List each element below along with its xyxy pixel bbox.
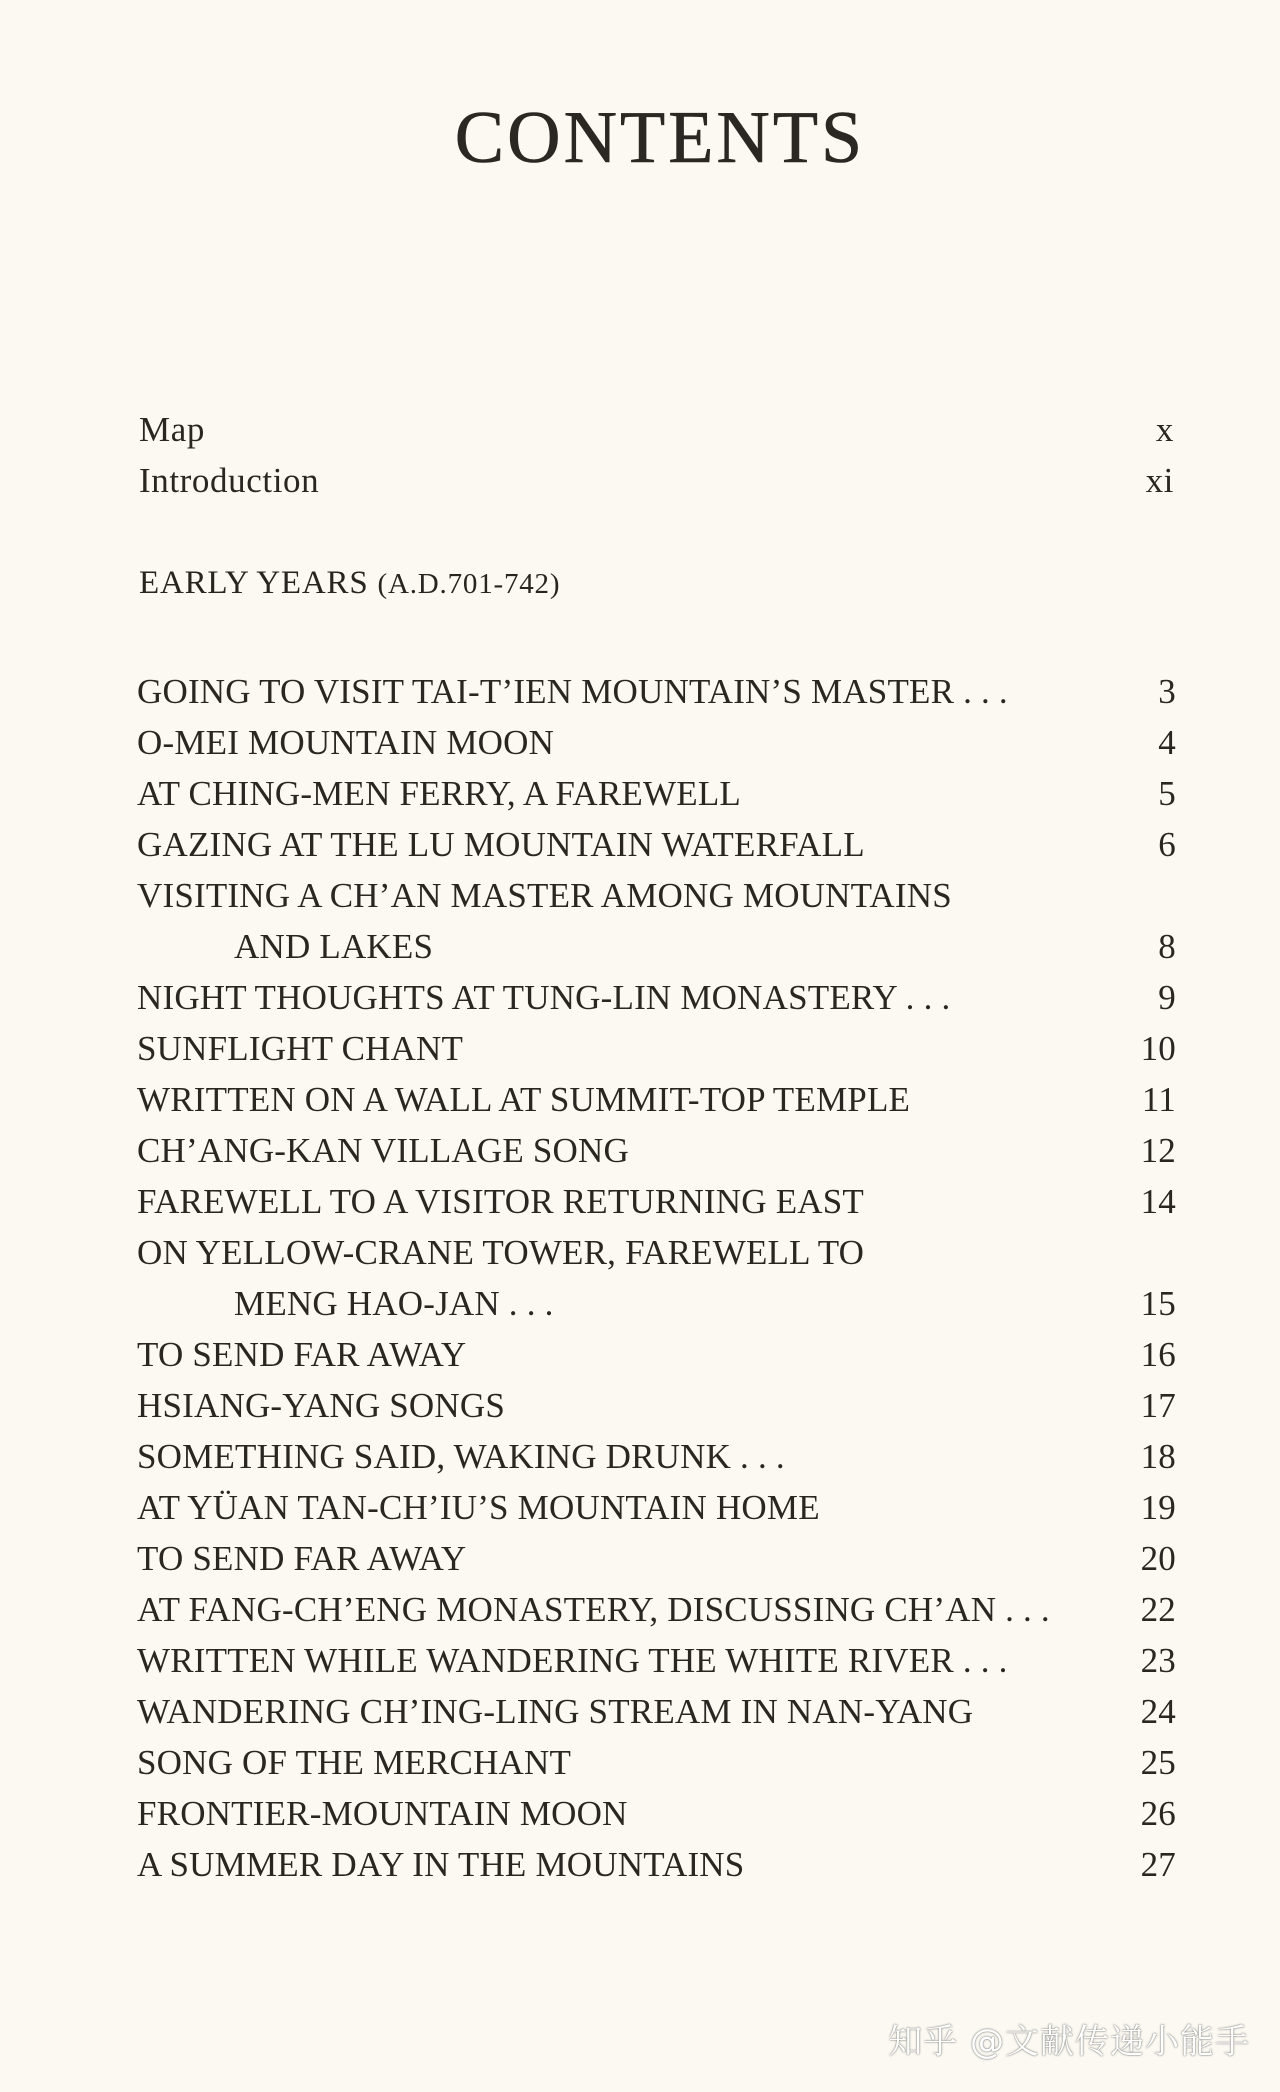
- section-heading-range: (A.D.701-742): [377, 568, 561, 600]
- toc-entry: [137, 1125, 1176, 1176]
- toc-entry-page-number: 25: [1140, 1743, 1176, 1782]
- toc-entry-title: A SUMMER DAY IN THE MOUNTAINS: [137, 1845, 745, 1884]
- toc-entry-page-number: 15: [1140, 1284, 1176, 1323]
- toc-entry-page-number: 9: [1158, 978, 1176, 1017]
- toc-entry: [137, 1329, 1176, 1380]
- toc-entry-page-number: 20: [1140, 1539, 1176, 1578]
- toc-entry-title: VISITING A CH’AN MASTER AMONG MOUNTAINS: [137, 876, 952, 915]
- toc-entry-title: O-MEI MOUNTAIN MOON: [137, 723, 555, 762]
- toc-entry-page-number: 18: [1140, 1437, 1176, 1476]
- toc-entry: [137, 870, 1176, 972]
- toc-entry: [137, 666, 1176, 717]
- toc-entry-title: WRITTEN WHILE WANDERING THE WHITE RIVER . . .: [137, 1641, 1008, 1680]
- toc-entry-title: FRONTIER-MOUNTAIN MOON: [137, 1794, 628, 1833]
- toc-entry: [137, 1176, 1176, 1227]
- front-matter-row-introduction: [139, 461, 1174, 507]
- toc-entry: [137, 819, 1176, 870]
- toc-entry: [137, 1533, 1176, 1584]
- toc-entry-page-number: 27: [1140, 1845, 1176, 1884]
- toc-entry: [137, 768, 1176, 819]
- toc-entry: [137, 1380, 1176, 1431]
- toc-entry-title: WRITTEN ON A WALL AT SUMMIT-TOP TEMPLE: [137, 1080, 911, 1119]
- toc-entry-title: ON YELLOW-CRANE TOWER, FAREWELL TO: [137, 1233, 865, 1272]
- front-matter-page: x: [1155, 410, 1174, 449]
- toc-entry-title: HSIANG-YANG SONGS: [137, 1386, 506, 1425]
- toc-entry: [137, 1227, 1176, 1329]
- toc-entry: [137, 1074, 1176, 1125]
- front-matter-label: Introduction: [139, 461, 320, 500]
- watermark: 知乎 @文献传递小能手: [888, 2022, 1250, 2062]
- toc-entry: [137, 1584, 1176, 1635]
- toc-entry-page-number: 3: [1158, 672, 1176, 711]
- toc-entry-title: AT FANG-CH’ENG MONASTERY, DISCUSSING CH’AN . . .: [137, 1590, 1050, 1629]
- toc-entry-page-number: 24: [1140, 1692, 1176, 1731]
- toc-entry: [137, 1023, 1176, 1074]
- toc-entry: [137, 1737, 1176, 1788]
- toc-entry-title: TO SEND FAR AWAY: [137, 1335, 467, 1374]
- toc-entry-title-continued: MENG HAO-JAN . . .: [234, 1284, 554, 1323]
- front-matter-label: Map: [139, 410, 205, 449]
- toc-entry-page-number: 6: [1158, 825, 1176, 864]
- section-heading: [139, 565, 560, 602]
- toc-entry-page-number: 8: [1158, 927, 1176, 966]
- toc-entry-title: CH’ANG-KAN VILLAGE SONG: [137, 1131, 629, 1170]
- toc-entry: [137, 972, 1176, 1023]
- toc-entry-page-number: 23: [1140, 1641, 1176, 1680]
- toc-entry-page-number: 11: [1141, 1080, 1176, 1119]
- toc-entry-page-number: 14: [1140, 1182, 1176, 1221]
- toc-entry-title: SOMETHING SAID, WAKING DRUNK . . .: [137, 1437, 785, 1476]
- toc-entry-title: FAREWELL TO A VISITOR RETURNING EAST: [137, 1182, 864, 1221]
- page-title: CONTENTS: [454, 97, 866, 179]
- toc-entry-page-number: 17: [1140, 1386, 1176, 1425]
- toc-entry-title: GOING TO VISIT TAI-T’IEN MOUNTAIN’S MASTER . . .: [137, 672, 1008, 711]
- toc-entry-page-number: 26: [1140, 1794, 1176, 1833]
- toc-entry: [137, 1431, 1176, 1482]
- toc-entry-title: SUNFLIGHT CHANT: [137, 1029, 464, 1068]
- toc-entry-title: TO SEND FAR AWAY: [137, 1539, 467, 1578]
- front-matter-row-map: [139, 410, 1174, 456]
- toc-entry: [137, 1482, 1176, 1533]
- toc-entry-title-continued: AND LAKES: [234, 927, 434, 966]
- toc-entry-page-number: 5: [1158, 774, 1176, 813]
- toc-entry-title: NIGHT THOUGHTS AT TUNG-LIN MONASTERY . . .: [137, 978, 951, 1017]
- toc-entry: [137, 1635, 1176, 1686]
- toc-entry: [137, 1839, 1176, 1890]
- toc-entry-page-number: 22: [1140, 1590, 1176, 1629]
- table-of-contents: [137, 666, 1176, 1890]
- toc-entry-page-number: 12: [1140, 1131, 1176, 1170]
- toc-entry-page-number: 19: [1140, 1488, 1176, 1527]
- toc-entry-page-number: 16: [1140, 1335, 1176, 1374]
- toc-entry-page-number: 4: [1158, 723, 1176, 762]
- toc-entry: [137, 1788, 1176, 1839]
- toc-entry-title: SONG OF THE MERCHANT: [137, 1743, 572, 1782]
- toc-entry-title: AT YÜAN TAN-CH’IU’S MOUNTAIN HOME: [137, 1488, 820, 1527]
- toc-entry-title: WANDERING CH’ING-LING STREAM IN NAN-YANG: [137, 1692, 974, 1731]
- toc-entry: [137, 717, 1176, 768]
- section-heading-title: EARLY YEARS: [139, 565, 369, 601]
- toc-entry-page-number: 10: [1140, 1029, 1176, 1068]
- toc-entry-title: GAZING AT THE LU MOUNTAIN WATERFALL: [137, 825, 865, 864]
- toc-entry-title: AT CHING-MEN FERRY, A FAREWELL: [137, 774, 741, 813]
- toc-entry: [137, 1686, 1176, 1737]
- front-matter-page: xi: [1145, 461, 1174, 500]
